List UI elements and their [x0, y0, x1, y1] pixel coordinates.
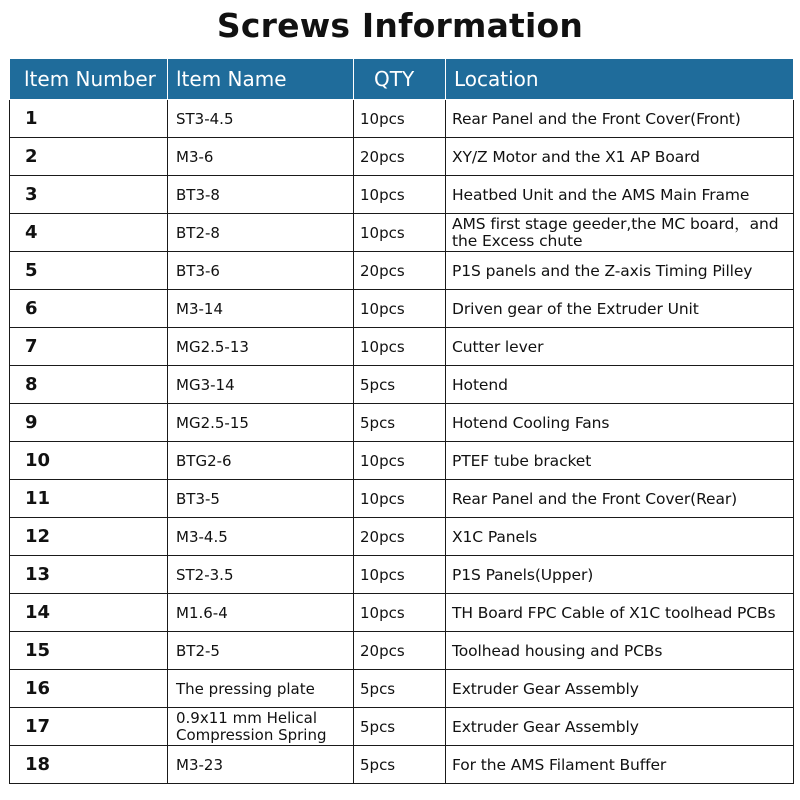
qty-cell: 10pcs — [354, 176, 446, 214]
screws-table — [9, 59, 794, 784]
qty-cell: 10pcs — [354, 100, 446, 138]
item-number-cell: 1 — [10, 100, 168, 138]
qty-cell: 20pcs — [354, 518, 446, 556]
item-number-cell: 11 — [10, 480, 168, 518]
table-row — [10, 480, 794, 518]
qty-cell: 10pcs — [354, 328, 446, 366]
location-cell: X1C Panels — [446, 518, 794, 556]
table-row — [10, 594, 794, 632]
qty-cell: 5pcs — [354, 746, 446, 784]
location-cell: Cutter lever — [446, 328, 794, 366]
item-number-cell: 13 — [10, 556, 168, 594]
qty-cell: 10pcs — [354, 556, 446, 594]
location-cell: AMS first stage geeder,the MC board，and the Excess chute — [446, 214, 794, 252]
column-header-location: Location — [446, 59, 794, 100]
item-name-cell: BT2-8 — [168, 214, 354, 252]
table-row — [10, 366, 794, 404]
location-cell: Heatbed Unit and the AMS Main Frame — [446, 176, 794, 214]
table-row — [10, 670, 794, 708]
item-number-cell: 17 — [10, 708, 168, 746]
qty-cell: 5pcs — [354, 708, 446, 746]
item-name-cell: M3-23 — [168, 746, 354, 784]
location-cell: PTEF tube bracket — [446, 442, 794, 480]
qty-cell: 5pcs — [354, 670, 446, 708]
item-number-cell: 18 — [10, 746, 168, 784]
item-number-cell: 8 — [10, 366, 168, 404]
item-name-cell: M3-14 — [168, 290, 354, 328]
item-name-cell: M1.6-4 — [168, 594, 354, 632]
column-header-item-number: ltem Number — [10, 59, 168, 100]
item-name-cell: MG3-14 — [168, 366, 354, 404]
table-row — [10, 290, 794, 328]
location-cell: Extruder Gear Assembly — [446, 708, 794, 746]
table-row — [10, 214, 794, 252]
table-row — [10, 442, 794, 480]
item-name-cell: 0.9x11 mm Helical Compression Spring — [168, 708, 354, 746]
location-cell: P1S panels and the Z-axis Timing Pilley — [446, 252, 794, 290]
page-title: Screws Information — [216, 6, 584, 45]
item-number-cell: 6 — [10, 290, 168, 328]
qty-cell: 20pcs — [354, 632, 446, 670]
qty-cell: 20pcs — [354, 252, 446, 290]
table-row — [10, 556, 794, 594]
location-cell: XY/Z Motor and the X1 AP Board — [446, 138, 794, 176]
item-number-cell: 14 — [10, 594, 168, 632]
item-number-cell: 7 — [10, 328, 168, 366]
item-name-cell: M3-4.5 — [168, 518, 354, 556]
qty-cell: 5pcs — [354, 404, 446, 442]
item-name-cell: BT3-5 — [168, 480, 354, 518]
location-cell: Hotend — [446, 366, 794, 404]
table-row — [10, 708, 794, 746]
item-name-cell: MG2.5-15 — [168, 404, 354, 442]
item-name-cell: MG2.5-13 — [168, 328, 354, 366]
location-cell: For the AMS Filament Buffer — [446, 746, 794, 784]
qty-cell: 10pcs — [354, 214, 446, 252]
item-name-cell: BT2-5 — [168, 632, 354, 670]
item-number-cell: 16 — [10, 670, 168, 708]
item-name-cell: M3-6 — [168, 138, 354, 176]
qty-cell: 10pcs — [354, 594, 446, 632]
table-header-row — [10, 59, 794, 100]
item-number-cell: 15 — [10, 632, 168, 670]
item-number-cell: 4 — [10, 214, 168, 252]
column-header-qty: QTY — [354, 59, 446, 100]
table-row — [10, 404, 794, 442]
table-row — [10, 138, 794, 176]
table-row — [10, 100, 794, 138]
location-cell: Driven gear of the Extruder Unit — [446, 290, 794, 328]
table-row — [10, 518, 794, 556]
table-row — [10, 328, 794, 366]
table-body — [10, 100, 794, 784]
location-cell: Hotend Cooling Fans — [446, 404, 794, 442]
item-name-cell: The pressing plate — [168, 670, 354, 708]
item-number-cell: 10 — [10, 442, 168, 480]
qty-cell: 20pcs — [354, 138, 446, 176]
item-name-cell: BT3-6 — [168, 252, 354, 290]
table-row — [10, 252, 794, 290]
qty-cell: 10pcs — [354, 480, 446, 518]
item-name-cell: BTG2-6 — [168, 442, 354, 480]
location-cell: Rear Panel and the Front Cover(Front) — [446, 100, 794, 138]
qty-cell: 10pcs — [354, 290, 446, 328]
item-number-cell: 3 — [10, 176, 168, 214]
qty-cell: 10pcs — [354, 442, 446, 480]
table-row — [10, 176, 794, 214]
table-row — [10, 746, 794, 784]
location-cell: Toolhead housing and PCBs — [446, 632, 794, 670]
item-name-cell: ST3-4.5 — [168, 100, 354, 138]
location-cell: Extruder Gear Assembly — [446, 670, 794, 708]
location-cell: Rear Panel and the Front Cover(Rear) — [446, 480, 794, 518]
item-name-cell: ST2-3.5 — [168, 556, 354, 594]
location-cell: TH Board FPC Cable of X1C toolhead PCBs — [446, 594, 794, 632]
item-number-cell: 9 — [10, 404, 168, 442]
item-number-cell: 12 — [10, 518, 168, 556]
qty-cell: 5pcs — [354, 366, 446, 404]
column-header-item-name: ltem Name — [168, 59, 354, 100]
table-row — [10, 632, 794, 670]
item-number-cell: 2 — [10, 138, 168, 176]
item-name-cell: BT3-8 — [168, 176, 354, 214]
item-number-cell: 5 — [10, 252, 168, 290]
location-cell: P1S Panels(Upper) — [446, 556, 794, 594]
